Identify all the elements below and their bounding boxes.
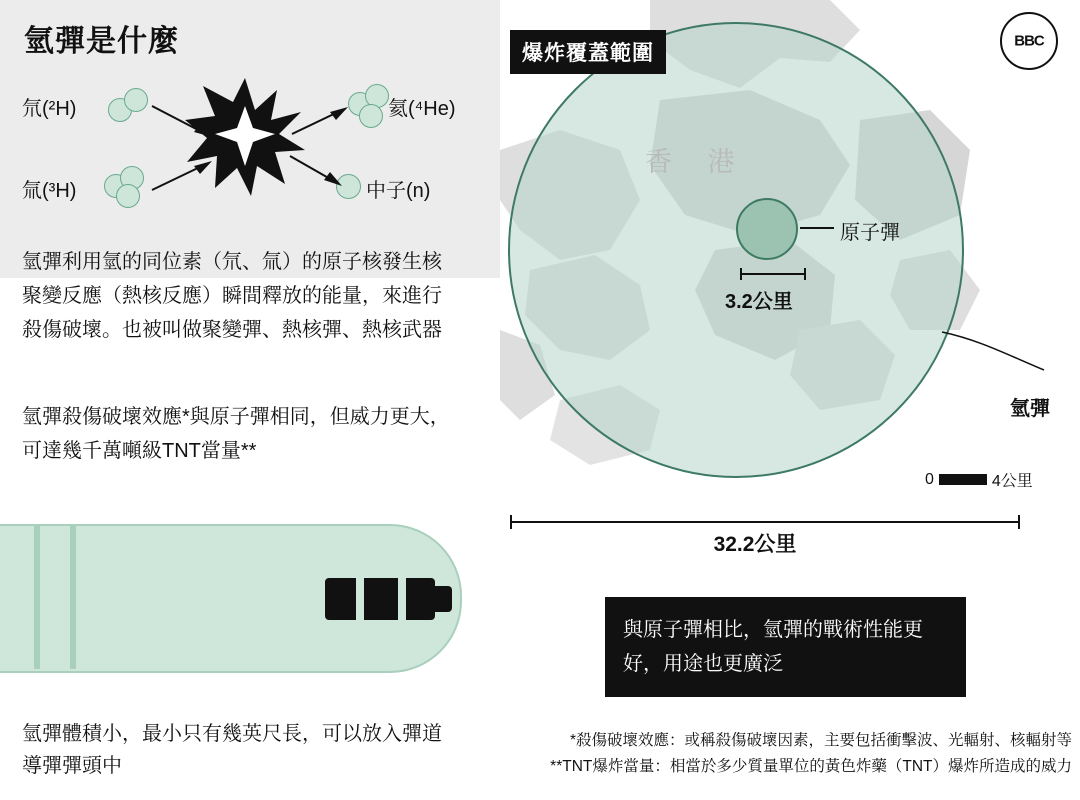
paragraph-missile-description: 氫彈體積小，最小只有幾英尺長，可以放入彈道導彈彈頭中 [22, 723, 442, 777]
bbc-logo-text: BBC [1014, 32, 1044, 50]
missile-body [0, 524, 302, 673]
hydrogen-bomb-label: 氫彈 [1010, 398, 1050, 420]
paragraph-power-description: 氫彈殺傷破壞效應*與原子彈相同，但威力更大，可達幾千萬噸級TNT當量** [22, 406, 450, 462]
warhead-tip [430, 586, 452, 612]
atomic-bomb-label: 原子彈 [840, 222, 900, 244]
deuterium-atom-icon [108, 88, 154, 128]
map-background [500, 0, 1080, 500]
blast-range-banner: 爆炸覆蓋範圍 [510, 30, 666, 74]
neutron-label: 中子(n) [366, 180, 431, 202]
helium-atom-icon [348, 84, 400, 132]
warhead-seam-1 [356, 578, 364, 620]
map-scale-max: 4公里 [991, 473, 1033, 490]
atomic-bomb-blast-circle [736, 198, 798, 260]
quote-box: 與原子彈相比，氫彈的戰術性能更好，用途也更廣泛 [605, 597, 966, 697]
fusion-burst-icon [185, 76, 305, 196]
tritium-atom-icon [104, 166, 156, 212]
warhead [325, 578, 435, 620]
map-scale [925, 468, 1033, 491]
map-area [500, 0, 1080, 556]
warhead-seam-2 [398, 578, 406, 620]
hydrogen-bomb-width-bar [510, 515, 1020, 529]
missile-band-2 [70, 524, 76, 669]
footnote-2: **TNT爆炸當量：相當於多少質量單位的黃色炸藥（TNT）爆炸所造成的威力 [550, 758, 1072, 775]
bbc-logo [1000, 12, 1058, 70]
paragraph-fusion-description: 氫彈利用氫的同位素（氘、氚）的原子核發生核聚變反應（熱核反應）瞬間釋放的能量，來進行殺傷破壞。也被叫做聚變彈、熱核彈、熱核武器 [22, 251, 442, 341]
region-name-label: 香 港 [645, 147, 749, 177]
footnote-1: *殺傷破壞效應：或稱殺傷破壞因素，主要包括衝擊波、光輻射、核輻射等 [569, 732, 1072, 749]
tritium-label: 氚(³H) [22, 180, 77, 202]
atomic-bomb-width-bar [740, 268, 806, 280]
atomic-bomb-width-label: 3.2公里 [725, 291, 793, 313]
deuterium-label: 氘(²H) [22, 98, 77, 120]
page-title: 氫彈是什麼 [24, 25, 179, 58]
hydrogen-bomb-width-label: 32.2公里 [713, 533, 797, 556]
atomic-bomb-callout-line [800, 227, 834, 229]
missile-illustration [0, 506, 470, 686]
map-scale-bar [939, 474, 987, 485]
hydrogen-bomb-blast-circle [508, 22, 964, 478]
missile-band-1 [34, 524, 40, 669]
helium-label: 氦(⁴He) [388, 98, 456, 120]
fusion-diagram [0, 78, 500, 208]
hydrogen-bomb-pointer-line [940, 330, 1050, 390]
map-scale-min: 0 [925, 470, 934, 488]
